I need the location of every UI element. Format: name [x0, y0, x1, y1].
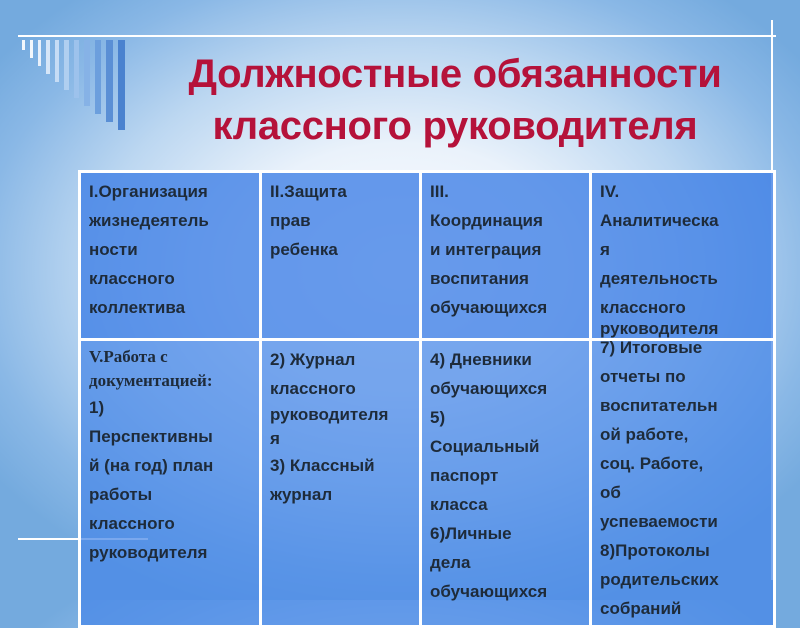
body-cell-reports: [591, 340, 775, 627]
header-cell-protection: [261, 172, 421, 340]
body-text: 4) Дневники: [430, 350, 532, 369]
body-text: Социальный: [430, 437, 540, 456]
body-text: соц. Работе,: [600, 454, 704, 473]
header-text: обучающихся: [430, 298, 548, 317]
header-text: руководителя: [600, 319, 719, 338]
section-label: документацией:: [89, 371, 213, 390]
body-text: классного: [270, 379, 356, 398]
body-text: я: [270, 429, 280, 448]
body-text: дела: [430, 553, 471, 572]
body-text: 8)Протоколы: [600, 541, 710, 560]
header-text: III.: [430, 182, 449, 201]
body-cell-journal: [261, 340, 421, 627]
body-text: отчеты по: [600, 367, 686, 386]
body-text: 6)Личные: [430, 524, 512, 543]
body-text: 3) Классный: [270, 456, 375, 475]
header-cell-coordination: [421, 172, 591, 340]
body-text: руководителя: [89, 543, 208, 562]
body-text: класса: [430, 495, 488, 514]
body-text: й (на год) план: [89, 456, 214, 475]
body-text: обучающихся: [430, 379, 548, 398]
body-text: ой работе,: [600, 425, 689, 444]
header-text: и интеграция: [430, 240, 542, 259]
body-text: 1): [89, 398, 105, 417]
body-text: успеваемости: [600, 512, 718, 531]
body-text: воспитательн: [600, 396, 718, 415]
header-cell-organization: [80, 172, 261, 340]
section-label: V.Работа с: [89, 347, 168, 366]
header-text: коллектива: [89, 298, 186, 317]
body-text: обучающихся: [430, 582, 548, 601]
header-text: ности: [89, 240, 138, 259]
header-text: деятельность: [600, 269, 718, 288]
body-text: родительских: [600, 570, 719, 589]
body-cell-documentation: [80, 340, 261, 627]
body-text: работы: [89, 485, 153, 504]
duties-table: [78, 170, 776, 628]
body-text: 2) Журнал: [270, 350, 356, 369]
body-text: собраний: [600, 599, 682, 618]
body-cell-diaries: [421, 340, 591, 627]
table-header-row: [80, 172, 775, 340]
title-line-1: Должностные обязанности: [188, 52, 722, 96]
header-text: воспитания: [430, 269, 529, 288]
body-text: журнал: [270, 485, 333, 504]
header-text: я: [600, 240, 610, 259]
title-line-2: классного руководителя: [212, 104, 698, 148]
header-text: классного: [600, 298, 686, 317]
header-text: ребенка: [270, 240, 338, 259]
body-text: руководителя: [270, 405, 389, 424]
header-text: Координация: [430, 211, 543, 230]
header-text: жизнедеятель: [89, 211, 209, 230]
decorative-stripes: [22, 40, 132, 130]
page-title: [150, 48, 760, 152]
header-text: классного: [89, 269, 175, 288]
header-text: II.Защита: [270, 182, 347, 201]
top-rule: [18, 35, 776, 37]
header-text: прав: [270, 211, 311, 230]
body-text: об: [600, 483, 621, 502]
header-text: IV.: [600, 182, 620, 201]
body-text: паспорт: [430, 466, 499, 485]
body-text: 5): [430, 408, 446, 427]
header-text: I.Организация: [89, 182, 208, 201]
header-cell-analytics: [591, 172, 775, 340]
body-text: Перспективны: [89, 427, 213, 446]
table-body-row: [80, 340, 775, 627]
header-text: Аналитическа: [600, 211, 719, 230]
body-text: 7) Итоговые: [600, 338, 703, 357]
body-text: классного: [89, 514, 175, 533]
